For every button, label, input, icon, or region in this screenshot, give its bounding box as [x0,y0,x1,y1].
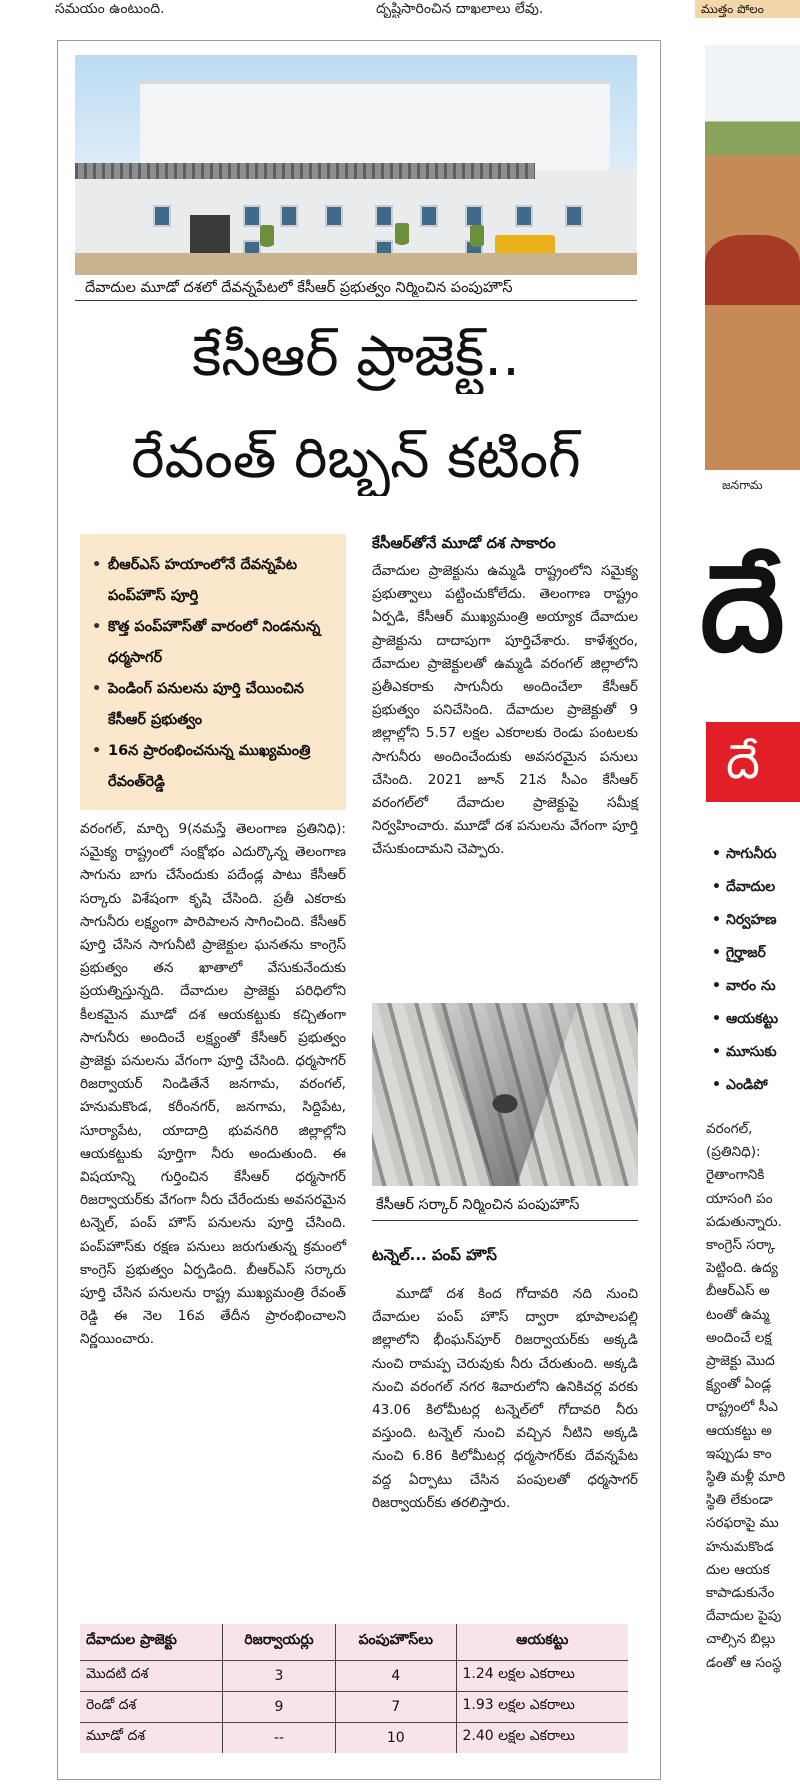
side-text-line: క్ష్యంతో ఏండ్ల [706,1376,772,1393]
pumphouse-photo [75,55,637,275]
phase-stats-table [80,1624,628,1753]
table-cell: -- [222,1722,335,1753]
side-text-line: దేవాదుల పైపు [706,1608,782,1625]
side-text-line: వరంగల్, [706,1121,753,1137]
subhead-tunnel: టన్నెల్... పంప్ హౌస్ [372,1246,497,1264]
side-text-line: పడుతున్నారు. [706,1213,782,1230]
side-bullet: • నిర్వహణ [710,904,800,937]
body-right-column: దేవాదుల ప్రాజెక్టును ఉమ్మడి రాష్ట్రంలోని సమైక్య ప్రభుత్వాలు పట్టించుకోలేదు. తెలంగాణ రాష్ట్రం ఏర్పడి, కేసీఆర్ ముఖ్యమంత్రి అయ్యాక దేవాదుల ప్రాజెక్టును దాదాపుగా పూర్తిచేశారు. కాళేశ్వరం, దేవాదుల ప్రాజెక్టులతో ఉమ్మడి వరంగల్ జిల్లాలోని ప్రతీఎకరాకు సాగునీరు అందించేలా కేసీఆర్ ప్రభుత్వం పనిచేసింది. దేవాదుల ప్రాజెక్టుతో 9 జిల్లాల్లోని 5.57 లక్షల ఎకరాలకు రెండు పంటలకు సాగునీరు అందించేందుకు అవసరమైన పనులు చేసింది. 2021 జూన్ 21న సీఎం కేసీఆర్ వరంగల్‌లో దేవాదుల ప్రాజెక్టుపై సమీక్ష నిర్వహించారు. మూడో దశ పనులను వేగంగా పూర్తి చేసుకుందామని చెప్పారు. [372,563,638,858]
side-bullet: • మూసుకు [710,1036,800,1069]
top-fragment-left: సమయం ఉంటుంది. [55,1,165,17]
headline-line2: రేవంత్ రిబ్బన్ కటింగ్ [131,426,581,491]
table-cell: 1.93 లక్షల ఎకరాలు [456,1691,628,1722]
table-cell: 1.24 లక్షల ఎకరాలు [456,1660,628,1691]
side-bullets [710,838,800,1102]
highlight-item: • బీఆర్ఎస్ హయాంలోనే దేవన్నపేట పంప్‌హౌస్ పూర్తి [90,550,336,612]
subhead-phase3: కేసీఆర్‌తోనే మూడో దశ సాకారం [372,534,556,552]
side-text-line: పెట్టింది. ఉద్య [706,1260,778,1277]
side-bullet: • సాగునీరు [710,838,800,871]
table-cell: 2.40 లక్షల ఎకరాలు [456,1722,628,1753]
table-row [80,1660,628,1691]
table-cell: 4 [336,1660,456,1691]
side-text-line: ఆయకట్టు అ [706,1422,772,1439]
highlight-item: • 16న ప్రారంభించనున్న ముఖ్యమంత్రి రేవంత్‌రెడ్డి [90,736,336,798]
side-text-line: దుల ఆయక [706,1561,770,1578]
photo2-caption: కేసీఆర్ సర్కార్ నిర్మించిన పంపుహౌస్ [376,1197,580,1213]
tunnel-text: మూడో దశ కింద గోదావరి నది నుంచి దేవాదుల పంప్ హౌస్ ద్వారా భూపాలపల్లి జిల్లాలోని భీంఘన్‌పూర్ రిజర్వాయర్‌కు అక్కడి నుంచి రామప్ప చెరువుకు నీరు చేరుతుంది. అక్కడి నుంచి వరంగల్ నగర శివారులోని ఉనికిచర్ల వరకు 43.06 కిలోమీటర్ల టన్నెల్‌లో గోదావరి నీరు వస్తుంది. టన్నెల్ నుంచి వచ్చిన నీటిని అక్కడి నుంచి 6.86 కిలోమీటర్ల ధర్మసాగర్‌కు దేవన్నపేట వద్ద ఏర్పాటు చేసిన పంపులతో ధర్మసాగర్ రిజర్వాయర్‌కు తరలిస్తారు. [372,1286,638,1511]
side-red-banner: దే [706,722,800,802]
table-cell: 9 [222,1691,335,1722]
side-body-text [706,1118,800,1675]
col-header: ఆయకట్టు [456,1624,628,1660]
highlight-item: • పెండింగ్ పనులను పూర్తి చేయించిన కేసీఆర్ ప్రభుత్వం [90,674,336,736]
table-row [80,1722,628,1753]
highlight-item: • కొత్త పంప్‌హౌస్‌తో వారంలో నిండనున్న ధర్మసాగర్ [90,612,336,674]
col-header: పంపుహౌస్‌లు [336,1624,456,1660]
table-cell: 10 [336,1722,456,1753]
side-photo [705,45,800,470]
table-cell: 3 [222,1660,335,1691]
table-cell: 7 [336,1691,456,1722]
side-headline-fragment: దే [700,540,785,679]
side-bullet: • దేవాదుల [710,871,800,904]
side-text-line: కాంగ్రెస్ సర్కా [706,1237,776,1254]
top-fragment-right: ముత్తం పోలం [695,0,800,18]
side-bullet: • వారం ను [710,970,800,1003]
side-text-line: రైతాంగానికి [706,1167,765,1184]
side-text-line: స్థితి లేకుండా [706,1492,773,1509]
side-text-line: (ప్రతినిధి): [706,1144,761,1161]
table-row [80,1691,628,1722]
table-cell: మొదటి దశ [80,1660,222,1691]
side-text-line: కాపాడుకునేం [706,1585,775,1602]
table-cell: రెండో దశ [80,1691,222,1722]
side-text-line: రాష్ట్రంలో సీఎ [706,1399,778,1416]
tunnel-photo [372,1003,638,1186]
side-bullet: • గైర్హాజర్ [710,937,800,970]
side-text-line: బీఆర్ఎస్ అ [706,1283,770,1300]
photo1-caption: దేవాదుల మూడో దశలో దేవన్నపేటలో కేసీఆర్ ప్రభుత్వం నిర్మించిన పంపుహౌస్ [85,280,513,296]
side-bullet: • ఎండిపో [710,1069,800,1102]
side-text-line: అందించే లక్ష [706,1329,772,1346]
side-text-line: ఇప్పుడు కాం [706,1445,772,1462]
side-text-line: హనుమకొండ [706,1538,774,1555]
highlights-box [80,534,346,810]
side-text-line: యాసంగి పం [706,1190,773,1207]
side-text-line: స్థితి మళ్లీ మారి [706,1469,786,1486]
table-cell: మూడో దశ [80,1722,222,1753]
col-header: రిజర్వాయర్లు [222,1624,335,1660]
headline-line1: కేసీఆర్ ప్రాజెక్ట్.. [192,324,520,389]
body-left-column: వరంగల్, మార్చి 9(నమస్తే తెలంగాణ ప్రతినిధి): సమైక్య రాష్ట్రంలో సంక్షోభం ఎదుర్కొన్న తెలంగాణ సాగును బాగు చేసేందుకు పదేండ్ల పాటు కేసీఆర్ సర్కారు విశేషంగా కృషి చేసింది. ప్రతీ ఎకరాకు సాగునీరు లక్ష్యంగా పారిపాలన సాగించింది. కేసీఆర్ పూర్తి చేసిన సాగునీటి ప్రాజెక్టుల ఘనతను కాంగ్రెస్ ప్రభుత్వం తన ఖాతాలో వేసుకునేందుకు ప్రయత్నిస్తున్నది. దేవాదుల ప్రాజెక్టు పరిధిలోని కీలకమైన మూడో దశ ఆయకట్టుకు కచ్చితంగా సాగునీరు అందించే లక్ష్యంతో కేసీఆర్ ప్రభుత్వం ప్రాజెక్టు పనులను వేగంగా పూర్తి చేసింది. ధర్మసాగర్ రిజర్వాయర్ నిండితేనే జనగామ, వరంగల్, హనుమకొండ, కరీంనగర్, జనగామ, సిద్దిపేట, సూర్యాపేట, యాదాద్రి భువనగిరి జిల్లాల్లోని ఆయకట్టుకు పూర్తిగా నీరు అందుతుంది. ఈ విషయాన్ని గుర్తించిన కేసీఆర్ ధర్మసాగర్ రిజర్వాయర్‌కు వేగంగా నీరు చేరేందుకు అవసరమైన టన్నెల్, పంప్ హౌస్ పనులను పూర్తి చేసింది. పంప్‌హౌస్‌కు రక్షణ పనులు జరుగుతున్న క్రమంలో కాంగ్రెస్ ప్రభుత్వం ఏర్పడింది. బీఆర్ఎస్ సర్కారు పూర్తి చేసిన పనులను రాష్ట్ర ముఖ్యమంత్రి రేవంత్ రెడ్డి ఈ నెల 16వ తేదీన ప్రారంభించాలని నిర్ణయించారు. [80,821,346,1348]
side-text-line: టంతో ఉమ్మ [706,1306,770,1323]
side-caption: జనగామ [722,478,763,492]
top-fragment-mid: దృష్టిసారించిన దాఖలాలు లేవు. [376,1,544,17]
table-header-row [80,1624,628,1660]
col-header: దేవాదుల ప్రాజెక్టు [86,1632,177,1649]
side-text-line: సరఫరాపై ము [706,1515,779,1532]
side-text-line: డంతో ఆ సంస్థ [706,1654,782,1671]
side-text-line: ప్రాజెక్టు మొద [706,1353,775,1370]
side-text-line: చాల్సిన బిల్లు [706,1631,776,1648]
side-bullet: • ఆయకట్టు [710,1003,800,1036]
